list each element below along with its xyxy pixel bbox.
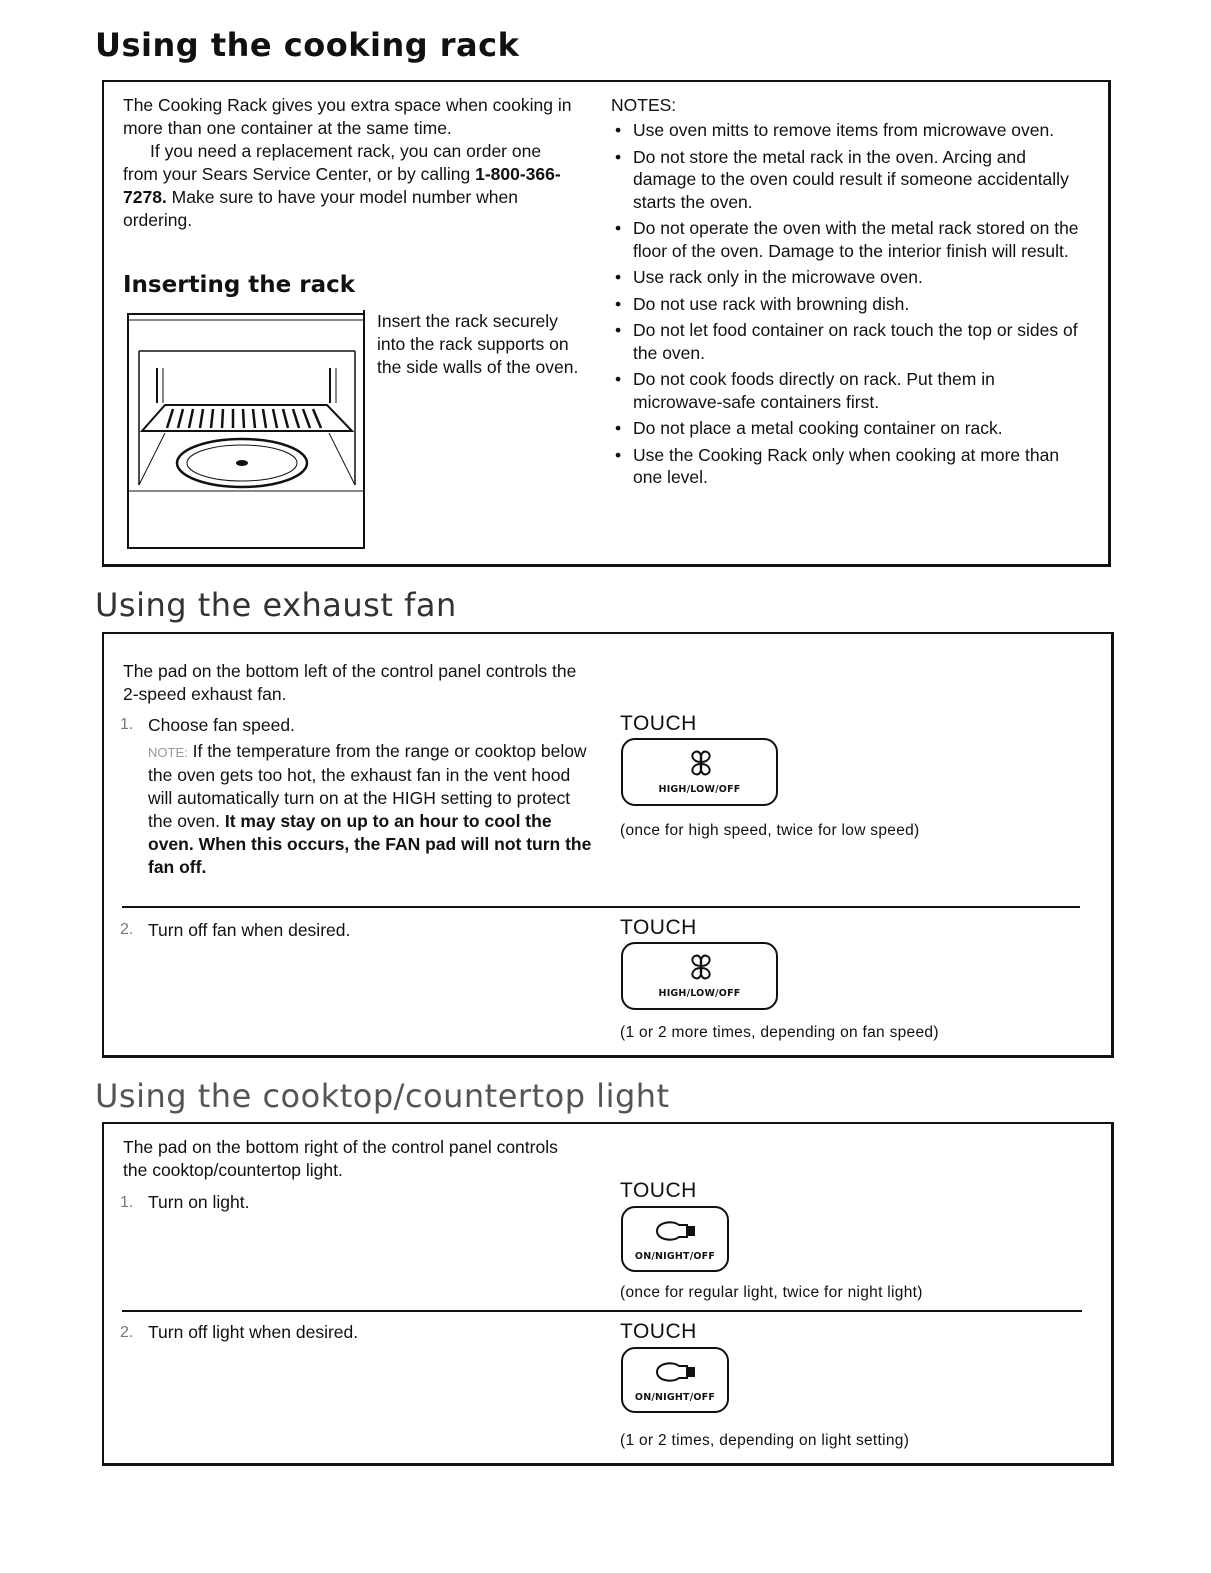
light-step1-text: Turn on light. — [148, 1192, 250, 1212]
note-text: If the temperature from the range or cooktop below the oven gets too hot, the exhaust fan in the vent hood will automatically turn on at the HIGH setting to protect the oven. — [148, 741, 587, 831]
light-caption-2: (1 or 2 times, depending on light setting) — [620, 1432, 910, 1449]
exhaust-fan-box — [102, 632, 1114, 1058]
note-item: • Do not operate the oven with the metal rack stored on the floor of the oven. Damage to the interior finish will result. — [611, 217, 1081, 262]
section-title-exhaust-fan: Using the exhaust fan — [95, 586, 457, 624]
touch-label: TOUCH — [620, 916, 697, 939]
fan-pad-button[interactable] — [621, 942, 778, 1010]
light-bulb-icon — [653, 1218, 699, 1244]
oven-rack-illustration — [127, 313, 365, 549]
fan-caption-2: (1 or 2 more times, depending on fan speed) — [620, 1024, 939, 1041]
fan-pad-label: HIGH/LOW/OFF — [658, 988, 741, 999]
light-pad-button[interactable] — [621, 1347, 729, 1413]
illustration-edge — [363, 310, 365, 380]
light-pad-label: ON/NIGHT/OFF — [634, 1392, 716, 1403]
rack-intro-text: If you need a replacement rack, you can order one from your Sears Service Center, or by calling — [123, 141, 542, 184]
phone-number: 1-800-366-7278. — [123, 164, 561, 207]
fan-note — [148, 740, 593, 879]
rack-intro-text-end: Make sure to have your model number when ordering. — [123, 187, 518, 230]
fan-step2-text: Turn off fan when desired. — [148, 920, 351, 940]
light-pad-button[interactable] — [621, 1206, 729, 1272]
note-label: NOTE: — [148, 745, 188, 760]
fan-step1-text: Choose fan speed. — [148, 715, 295, 735]
note-item: • Do not cook foods directly on rack. Put them in microwave-safe containers first. — [611, 368, 1081, 413]
touch-label: TOUCH — [620, 712, 697, 735]
notes-list-container — [611, 94, 1081, 493]
rack-intro-paragraph-1: The Cooking Rack gives you extra space when cooking in more than one container at the same time. — [123, 95, 572, 138]
rack-intro-paragraph-2 — [123, 140, 573, 232]
section-title-cooktop-light: Using the cooktop/countertop light — [95, 1077, 670, 1115]
light-step2-text: Turn off light when desired. — [148, 1322, 359, 1342]
note-item: • Use the Cooking Rack only when cooking at more than one level. — [611, 444, 1081, 489]
notes-heading: NOTES: — [611, 95, 677, 115]
fan-pad-label: HIGH/LOW/OFF — [658, 784, 741, 795]
inserting-rack-text: Insert the rack securely into the rack supports on the side walls of the oven. — [377, 311, 579, 377]
light-caption-1: (once for regular light, twice for night light) — [620, 1284, 923, 1301]
fan-step1-number: 1. — [120, 716, 134, 733]
light-step1-number: 1. — [120, 1194, 134, 1211]
inserting-rack-heading: Inserting the rack — [123, 272, 356, 298]
note-item: • Do not use rack with browning dish. — [611, 293, 1081, 316]
cooktop-light-box — [102, 1122, 1114, 1466]
note-item: • Do not place a metal cooking container on rack. — [611, 417, 1081, 440]
cooking-rack-box — [102, 80, 1111, 567]
step-divider — [122, 1310, 1082, 1312]
fan-caption-1: (once for high speed, twice for low speed) — [620, 822, 920, 839]
light-pad-label: ON/NIGHT/OFF — [634, 1251, 716, 1262]
fan-intro: The pad on the bottom left of the control panel controls the 2-speed exhaust fan. — [123, 661, 577, 704]
note-item: • Use rack only in the microwave oven. — [611, 266, 1081, 289]
light-step2-number: 2. — [120, 1324, 134, 1341]
touch-label: TOUCH — [620, 1320, 697, 1343]
note-item: • Use oven mitts to remove items from microwave oven. — [611, 119, 1081, 142]
touch-label: TOUCH — [620, 1179, 697, 1202]
note-bold-text: It may stay on up to an hour to cool the oven. When this occurs, the FAN pad will not turn the fan off. — [148, 811, 592, 877]
fan-icon — [686, 748, 716, 778]
fan-step2-number: 2. — [120, 921, 134, 938]
light-bulb-icon — [653, 1359, 699, 1385]
notes-list — [611, 119, 1081, 489]
note-item: • Do not store the metal rack in the oven. Arcing and damage to the oven could result if someone accidentally starts the oven. — [611, 146, 1081, 214]
rack-intro — [123, 94, 573, 232]
fan-icon — [686, 952, 716, 982]
step-divider — [122, 906, 1080, 908]
section-title-cooking-rack: Using the cooking rack — [95, 26, 520, 64]
fan-pad-button[interactable] — [621, 738, 778, 806]
note-item: • Do not let food container on rack touch the top or sides of the oven. — [611, 319, 1081, 364]
light-intro: The pad on the bottom right of the control panel controls the cooktop/countertop light. — [123, 1137, 558, 1180]
